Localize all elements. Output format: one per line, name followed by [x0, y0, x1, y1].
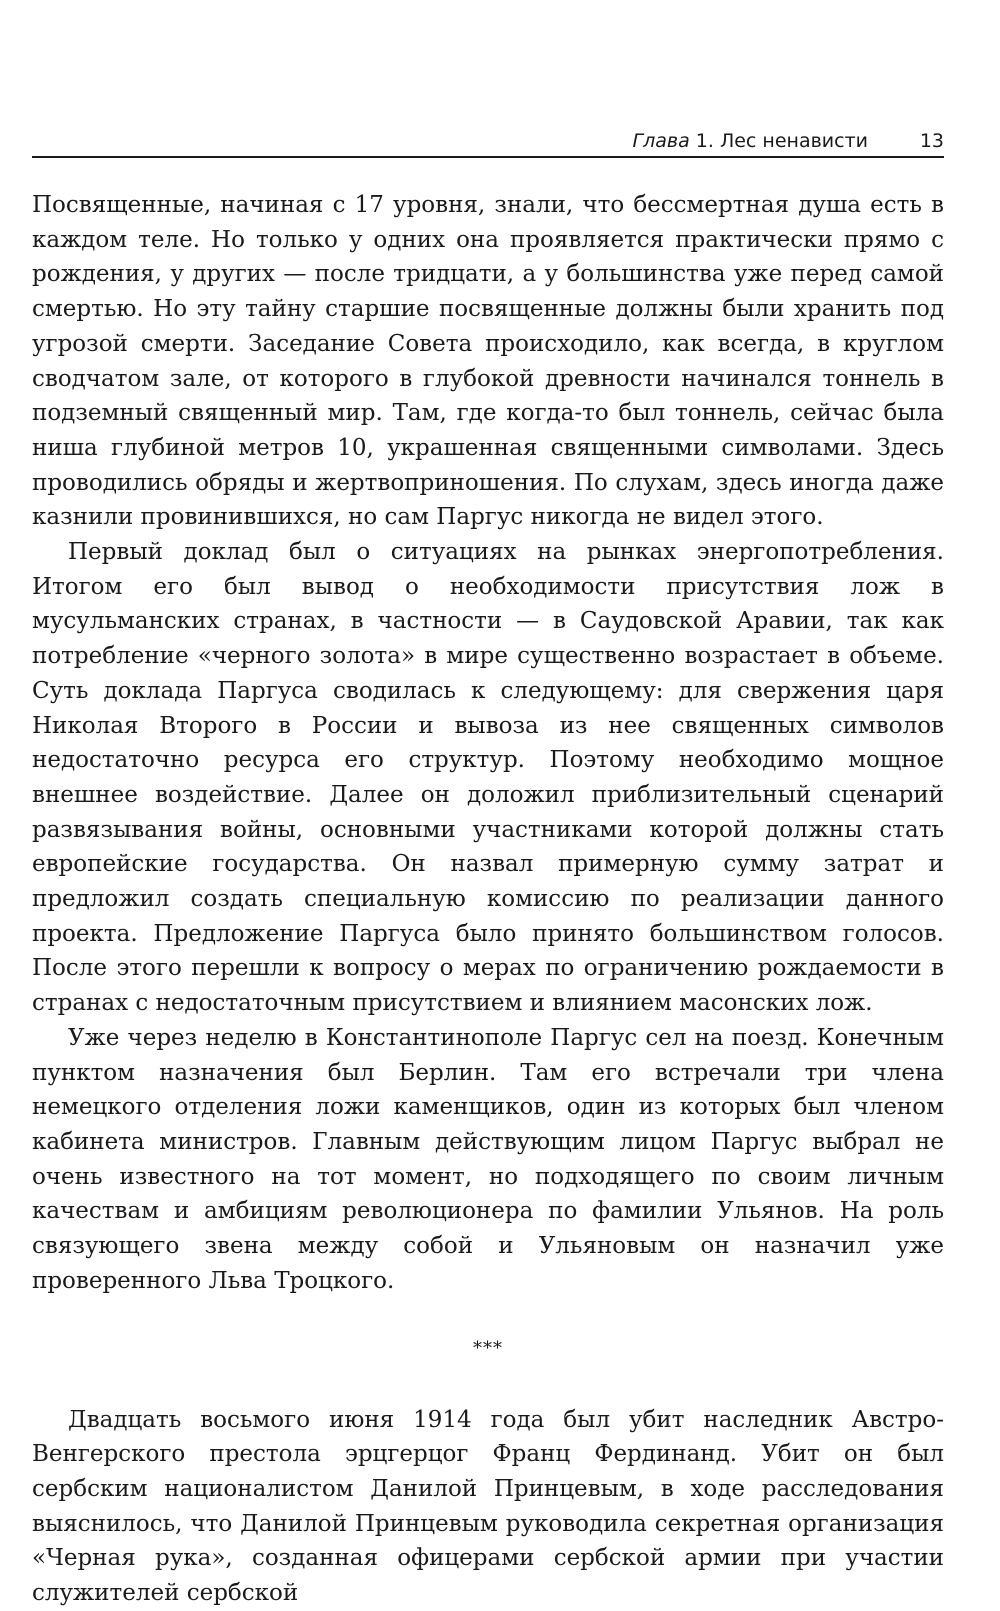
page-number: 13: [919, 130, 944, 152]
paragraph-4: Двадцать восьмого июня 1914 года был убит наследник Австро-Венгерского престола эрцгерцог Франц Фердинанд. Убит он был сербским националистом Данилой Принцевым, в ходе расследования выяснилось, что Данилой Принцевым руководила секретная организация «Черная рука», созданная офицерами сербской армии при участии служителей сербской: [32, 1406, 944, 1607]
page-body: [32, 188, 944, 1611]
chapter-name: 1. Лес ненависти: [689, 130, 868, 152]
chapter-prefix: Глава: [632, 130, 690, 152]
section-separator: ***: [473, 1337, 503, 1359]
paragraph-3: Уже через неделю в Константинополе Паргус сел на поезд. Конечным пунктом назначения был Берлин. Там его встречали три члена немецкого отделения ложи каменщиков, один из которых был членом кабинета министров. Главным действующим лицом Паргус выбрал не очень известного на тот момент, но подходящего по своим личным качествам и амбициям революционера по фамилии Ульянов. На роль связующего звена между собой и Ульяновым он назначил уже проверенного Льва Троцкого.: [32, 1024, 944, 1294]
paragraph-1: Посвященные, начиная с 17 уровня, знали, что бессмертная душа есть в каждом теле. Но только у одних она проявляется практически прямо с рождения, у других — после тридцати, а у большинства уже перед самой смертью. Но эту тайну старшие посвященные должны были хранить под угрозой смерти. Заседание Совета происходило, как всегда, в круглом сводчатом зале, от которого в глубокой древности начинался тоннель в подземный священный мир. Там, где когда-то был тоннель, сейчас была ниша глубиной метров 10, украшенная священными символами. Здесь проводились обряды и жертвоприношения. По слухам, здесь иногда даже казнили провинившихся, но сам Паргус никогда не видел этого.: [32, 192, 944, 531]
running-header: [32, 122, 944, 158]
paragraph-2: Первый доклад был о ситуациях на рынках энергопотребления. Итогом его был вывод о необходимости присутствия лож в мусульманских странах, в частности — в Саудовской Аравии, так как потребление «черного золота» в мире существенно возрастает в объеме. Суть доклада Паргуса сводилась к следующему: для свержения царя Николая Второго в России и вывоза из нее священных символов недостаточно ресурса его структур. Поэтому необходимо мощное внешнее воздействие. Далее он доложил приблизительный сценарий развязывания войны, основными участниками которой должны стать европейские государства. Он назвал примерную сумму затрат и предложил создать специальную комиссию по реализации данного проекта. Предложение Паргуса было принято большинством голосов. После этого перешли к вопросу о мерах по ограничению рождаемости в странах с недостаточным присутствием и влиянием масонских лож.: [32, 539, 944, 1017]
chapter-title: [633, 130, 868, 152]
